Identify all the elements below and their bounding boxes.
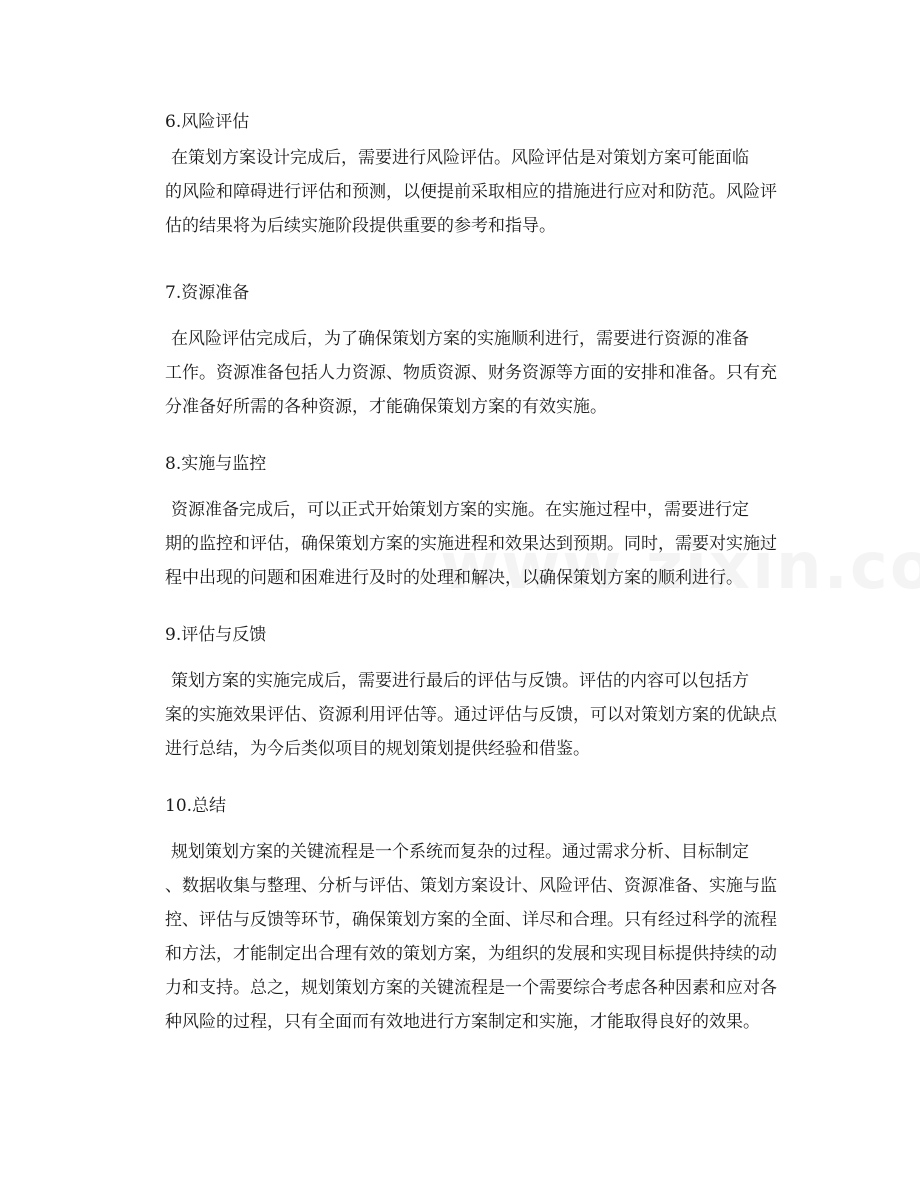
section-heading-risk-assessment: 6.风险评估 xyxy=(165,112,250,132)
paragraph-line: 控、评估与反馈等环节，确保策划方案的全面、详尽和合理。只有经过科学的流程 xyxy=(165,910,777,930)
section-heading-implementation-monitoring: 8.实施与监控 xyxy=(165,454,267,474)
paragraph-line: 程中出现的问题和困难进行及时的处理和解决，以确保策划方案的顺利进行。 xyxy=(165,568,743,588)
paragraph-line: 种风险的过程，只有全面而有效地进行方案制定和实施，才能取得良好的效果。 xyxy=(165,1012,760,1032)
paragraph-line: 分准备好所需的各种资源，才能确保策划方案的有效实施。 xyxy=(165,397,607,417)
section-paragraph-evaluation-feedback xyxy=(165,664,777,766)
section-heading-evaluation-feedback: 9.评估与反馈 xyxy=(165,625,267,645)
paragraph-line: 力和支持。总之，规划策划方案的关键流程是一个需要综合考虑各种因素和应对各 xyxy=(165,978,777,998)
paragraph-line: 期的监控和评估，确保策划方案的实施进程和效果达到预期。同时，需要对实施过 xyxy=(165,534,777,554)
paragraph-line: 和方法，才能制定出合理有效的策划方案，为组织的发展和实现目标提供持续的动 xyxy=(165,944,777,964)
paragraph-line: 估的结果将为后续实施阶段提供重要的参考和指导。 xyxy=(165,216,556,236)
paragraph-line: 的风险和障碍进行评估和预测，以便提前采取相应的措施进行应对和防范。风险评 xyxy=(165,182,777,202)
paragraph-line: 工作。资源准备包括人力资源、物质资源、财务资源等方面的安排和准备。只有充 xyxy=(165,363,777,383)
paragraph-line: 进行总结，为今后类似项目的规划策划提供经验和借鉴。 xyxy=(165,739,590,759)
section-paragraph-summary xyxy=(165,835,777,1039)
section-heading-summary: 10.总结 xyxy=(165,796,227,816)
paragraph-line: 规划策划方案的关键流程是一个系统而复杂的过程。通过需求分析、目标制定 xyxy=(171,842,749,862)
paragraph-line: 在策划方案设计完成后，需要进行风险评估。风险评估是对策划方案可能面临 xyxy=(171,148,749,168)
paragraph-line: 资源准备完成后，可以正式开始策划方案的实施。在实施过程中，需要进行定 xyxy=(171,500,749,520)
paragraph-line: 、数据收集与整理、分析与评估、策划方案设计、风险评估、资源准备、实施与监 xyxy=(165,876,777,896)
section-paragraph-risk-assessment xyxy=(165,141,777,243)
section-heading-resource-preparation: 7.资源准备 xyxy=(165,283,250,303)
paragraph-line: 在风险评估完成后，为了确保策划方案的实施顺利进行，需要进行资源的准备 xyxy=(171,329,749,349)
section-paragraph-implementation-monitoring xyxy=(165,493,777,595)
paragraph-line: 策划方案的实施完成后，需要进行最后的评估与反馈。评估的内容可以包括方 xyxy=(171,671,749,691)
paragraph-line: 案的实施效果评估、资源利用评估等。通过评估与反馈，可以对策划方案的优缺点 xyxy=(165,705,777,725)
section-paragraph-resource-preparation xyxy=(165,322,777,424)
